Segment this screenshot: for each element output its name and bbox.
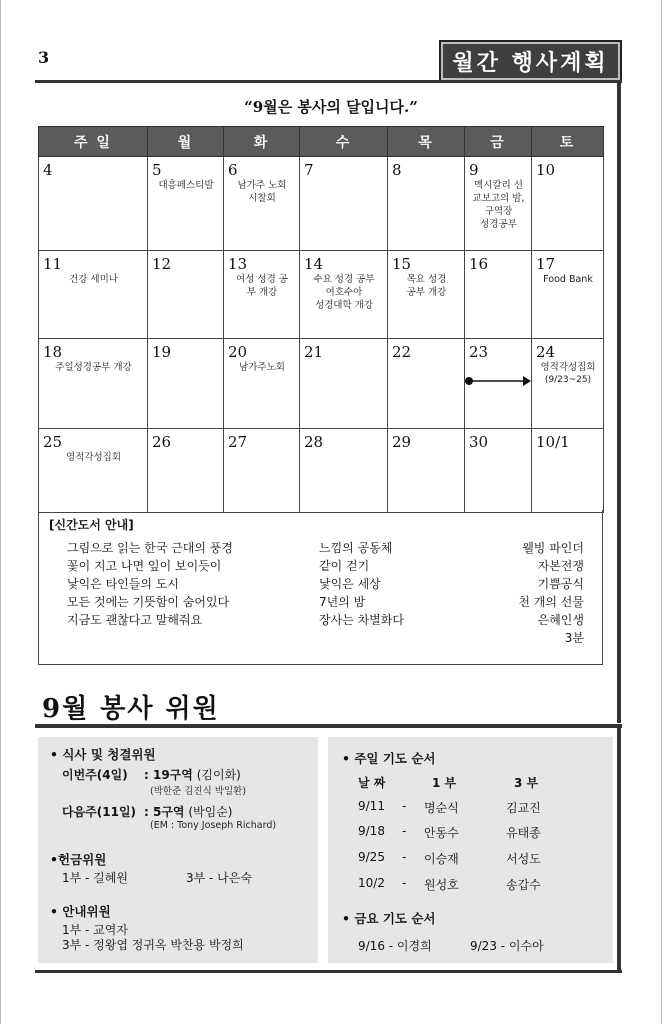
prayer-header-first: 1 부 (432, 776, 457, 790)
calendar-day (148, 157, 224, 251)
day-number: 10 (536, 161, 556, 179)
day-number: 9 (469, 161, 479, 179)
day-number: 21 (304, 343, 324, 361)
calendar-day (465, 251, 532, 339)
day-event: 여성 성경 공 부 개강 (236, 274, 288, 298)
book-title: 그림으로 읽는 한국 근대의 풍경 (67, 541, 233, 555)
day-number: 14 (304, 255, 324, 273)
next-week-district (144, 803, 232, 820)
calendar-day (224, 251, 300, 339)
calendar-week-1 (39, 157, 604, 251)
day-number: 16 (469, 255, 489, 273)
meal-volunteers-title: • 식사 및 청결위원 (50, 747, 156, 762)
day-number: 29 (392, 433, 412, 451)
day-number: 15 (392, 255, 412, 273)
prayer-date: 9/18 (358, 824, 385, 838)
weekday-thu: 목 (388, 127, 465, 157)
usher-third-service: 3부 - 정왕엽 정귀옥 박찬용 박정희 (62, 938, 244, 952)
friday-prayer-title: • 금요 기도 순서 (342, 911, 436, 926)
right-rule (617, 724, 621, 973)
day-number: 6 (228, 161, 238, 179)
weekday-sat: 토 (532, 127, 604, 157)
book-row (49, 575, 592, 593)
calendar-week-3 (39, 339, 604, 429)
usher-volunteers-title: • 안내위원 (50, 904, 111, 919)
day-number: 20 (228, 343, 248, 361)
calendar-day (388, 157, 465, 251)
day-number: 10/1 (536, 433, 570, 451)
weekday-wed: 수 (300, 127, 388, 157)
book-title: 낯익은 타인들의 도시 (67, 577, 179, 591)
calendar-day (465, 157, 532, 251)
prayer-date: 9/25 (358, 850, 385, 864)
calendar-day (532, 429, 604, 513)
day-number: 22 (392, 343, 412, 361)
book-row (49, 539, 592, 557)
calendar-day (39, 157, 148, 251)
book-title: 모든 것에는 기뜻함이 숨어있다 (67, 595, 230, 609)
usher-first-service: 1부 - 교역자 (62, 923, 128, 937)
prayer-first-leader: 이승재 (424, 852, 459, 866)
day-number: 8 (392, 161, 402, 179)
day-event: 주일성경공부 개강 (55, 362, 132, 373)
book-title: 낯익은 세상 (319, 577, 381, 591)
bottom-rule (35, 970, 622, 973)
calendar-day (388, 429, 465, 513)
day-event: 대흥페스티발 (158, 180, 214, 191)
day-number: 26 (152, 433, 172, 451)
day-event: 영적각성집회 (65, 452, 122, 463)
event-span-arrow-icon (465, 375, 531, 387)
volunteers-panel (38, 737, 318, 963)
friday-prayer-second: 9/23 - 이수아 (470, 939, 544, 953)
prayer-third-leader: 김교진 (506, 801, 541, 815)
district-leader: (김이화) (196, 768, 241, 782)
calendar-day (300, 157, 388, 251)
day-number: 19 (152, 343, 172, 361)
calendar-week-2 (39, 251, 604, 339)
book-title: 지금도 괜찮다고 말해줘요 (67, 613, 203, 627)
book-title: 자본전쟁 (537, 559, 584, 573)
calendar-day (465, 339, 532, 429)
offering-volunteers-title: •헌금위원 (50, 852, 107, 867)
calendar-day (532, 251, 604, 339)
volunteers-title: 9월 봉사 위원 (42, 694, 220, 724)
day-number: 27 (228, 433, 248, 451)
district-number: : 19구역 (144, 768, 193, 782)
district-number: : 5구역 (144, 805, 185, 819)
day-number: 30 (469, 433, 489, 451)
prayer-date: 9/11 (358, 799, 385, 813)
offering-first-service: 1부 - 길혜원 (62, 871, 128, 885)
section-rule (35, 724, 622, 728)
prayer-dash: - (402, 850, 407, 864)
day-number: 4 (43, 161, 53, 179)
prayer-dash: - (402, 824, 407, 838)
calendar-day (300, 251, 388, 339)
event-calendar (38, 126, 604, 513)
next-week-members: (EM : Tony Joseph Richard) (150, 820, 277, 831)
sunday-prayer-title: • 주일 기도 순서 (342, 751, 436, 766)
calendar-day (148, 429, 224, 513)
weekday-header-row (39, 127, 604, 157)
prayer-header-third: 3 부 (514, 776, 539, 790)
prayer-panel (328, 737, 613, 963)
calendar-day (39, 339, 148, 429)
new-books-section (38, 510, 603, 665)
book-row (49, 629, 592, 647)
calendar-day (388, 251, 465, 339)
book-title: 꽃이 지고 나면 잎이 보이듯이 (67, 559, 222, 573)
prayer-third-leader: 서성도 (506, 852, 541, 866)
calendar-day (388, 339, 465, 429)
weekday-sun: 주 일 (39, 127, 148, 157)
prayer-first-leader: 안동수 (424, 826, 459, 840)
book-row (49, 557, 592, 575)
calendar-day (39, 429, 148, 513)
day-event-dates: (9/23~25) (544, 375, 592, 385)
calendar-day (39, 251, 148, 339)
calendar-day (224, 157, 300, 251)
next-week-label: 다음주(11일) (62, 805, 137, 819)
day-event: 남가주 노회 시찰회 (237, 180, 287, 204)
day-event: 목요 성경 공부 개강 (406, 274, 447, 298)
calendar-day (300, 429, 388, 513)
day-event: 남가주노회 (239, 362, 285, 373)
day-number: 18 (43, 343, 63, 361)
book-title: 7년의 밤 (319, 595, 366, 609)
prayer-date: 10/2 (358, 876, 385, 890)
day-number: 25 (43, 433, 63, 451)
prayer-dash: - (402, 799, 407, 813)
this-week-members: (박한준 김진식 박일환) (150, 786, 247, 797)
calendar-day (465, 429, 532, 513)
book-title: 느낌의 공동체 (319, 541, 393, 555)
day-number: 28 (304, 433, 324, 451)
friday-prayer-first: 9/16 - 이경희 (358, 939, 432, 953)
weekday-tue: 화 (224, 127, 300, 157)
calendar-day (224, 429, 300, 513)
prayer-first-leader: 원성호 (424, 878, 459, 892)
day-event: 건강 세미나 (69, 274, 118, 285)
day-event: Food Bank (543, 274, 593, 285)
day-number: 23 (469, 343, 489, 361)
day-event: 멕시칼리 선 교보고의 밤, 구역장 성경공부 (472, 180, 525, 230)
this-week-label: 이번주(4일) (62, 768, 128, 782)
day-event: 영적각성집회 (540, 362, 596, 373)
top-rule (35, 80, 622, 83)
book-title: 3분 (564, 631, 584, 645)
prayer-header-date: 날 짜 (358, 776, 386, 790)
prayer-third-leader: 송갑수 (506, 878, 541, 892)
prayer-first-leader: 명순식 (424, 801, 459, 815)
prayer-dash: - (402, 876, 407, 890)
calendar-day (532, 339, 604, 429)
calendar-day (532, 157, 604, 251)
offering-third-service: 3부 - 나은숙 (186, 871, 252, 885)
calendar-week-4 (39, 429, 604, 513)
weekday-mon: 월 (148, 127, 224, 157)
book-title: 은혜인생 (537, 613, 584, 627)
book-title: 웰빙 파인더 (522, 541, 584, 555)
book-title: 천 개의 선물 (518, 595, 584, 609)
book-title: 같이 걷기 (319, 559, 370, 573)
book-row (49, 593, 592, 611)
district-leader: (박임순) (188, 805, 233, 819)
header-title: 월간 행사계획 (439, 40, 622, 82)
page-number: 3 (38, 48, 50, 67)
day-number: 11 (43, 255, 63, 273)
day-number: 24 (536, 343, 556, 361)
day-number: 13 (228, 255, 248, 273)
calendar-day (224, 339, 300, 429)
day-number: 17 (536, 255, 556, 273)
book-row (49, 611, 592, 629)
prayer-third-leader: 유태종 (506, 826, 541, 840)
day-number: 12 (152, 255, 172, 273)
new-books-title: [신간도서 안내] (49, 518, 134, 532)
weekday-fri: 금 (465, 127, 532, 157)
day-number: 7 (304, 161, 314, 179)
day-number: 5 (152, 161, 162, 179)
day-event: 수요 성경 공부 여호수아 성경대학 개강 (313, 274, 375, 311)
this-week-district (144, 766, 241, 783)
calendar-day (300, 339, 388, 429)
right-rule (617, 82, 621, 723)
calendar-day (148, 339, 224, 429)
book-title: 장사는 차별화다 (319, 613, 404, 627)
calendar-day (148, 251, 224, 339)
book-title: 기쁨공식 (537, 577, 584, 591)
monthly-motto: “9월은 봉사의 달입니다.” (244, 98, 418, 116)
